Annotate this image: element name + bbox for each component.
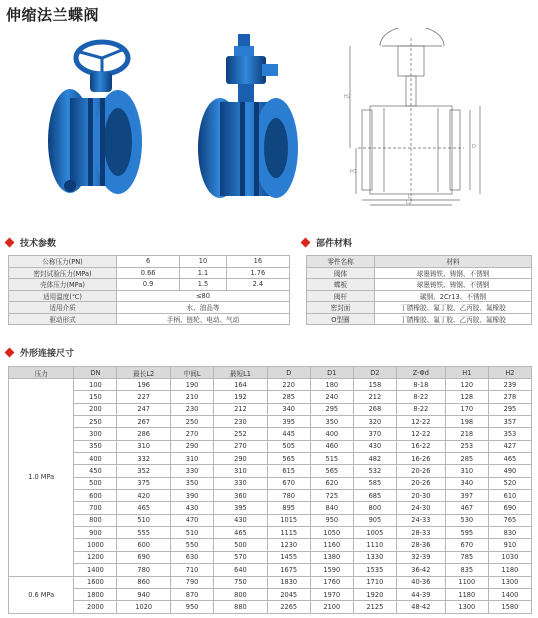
table-cell: 180 bbox=[310, 379, 353, 391]
table-cell: 357 bbox=[488, 416, 531, 428]
table-row bbox=[9, 267, 290, 279]
table-cell: 395 bbox=[267, 416, 310, 428]
table-cell: 198 bbox=[445, 416, 488, 428]
table-row bbox=[9, 465, 532, 477]
table-cell: 670 bbox=[267, 477, 310, 489]
table-cell: 170 bbox=[445, 403, 488, 415]
table-cell: 1400 bbox=[74, 564, 117, 576]
table-row bbox=[9, 539, 532, 551]
table-cell: 1535 bbox=[353, 564, 396, 576]
table-row bbox=[9, 302, 290, 314]
tech-params-table bbox=[8, 255, 290, 325]
table-cell: 1005 bbox=[353, 527, 396, 539]
table-cell: 500 bbox=[214, 539, 267, 551]
table-cell: 610 bbox=[488, 490, 531, 502]
part-material: 球墨铸铁、铸钢、不锈钢 bbox=[375, 267, 532, 279]
table-cell: 295 bbox=[488, 403, 531, 415]
table-row bbox=[307, 313, 532, 325]
table-header-row bbox=[9, 367, 532, 379]
table-cell: 28-36 bbox=[396, 539, 445, 551]
table-cell: 905 bbox=[353, 514, 396, 526]
table-cell: 227 bbox=[117, 391, 170, 403]
table-cell: 530 bbox=[445, 514, 488, 526]
section-heading-parts bbox=[302, 236, 352, 249]
table-cell: 320 bbox=[353, 416, 396, 428]
table-cell: 400 bbox=[310, 428, 353, 440]
table-cell: 690 bbox=[488, 502, 531, 514]
table-cell: 555 bbox=[117, 527, 170, 539]
table-cell: 570 bbox=[214, 551, 267, 563]
table-cell: 1115 bbox=[267, 527, 310, 539]
tech-param-value: 6 bbox=[117, 256, 180, 268]
table-cell: 2125 bbox=[353, 601, 396, 613]
table-cell: 1020 bbox=[117, 601, 170, 613]
table-cell: 780 bbox=[117, 564, 170, 576]
parts-header-material: 材料 bbox=[375, 256, 532, 268]
table-cell: 24-33 bbox=[396, 514, 445, 526]
tech-param-label: 驱动形式 bbox=[9, 313, 117, 325]
table-cell: 270 bbox=[170, 428, 213, 440]
table-row bbox=[9, 502, 532, 514]
table-cell: 250 bbox=[170, 416, 213, 428]
column-header: 最短L1 bbox=[214, 367, 267, 379]
table-cell: 600 bbox=[117, 539, 170, 551]
table-cell: 450 bbox=[74, 465, 117, 477]
table-cell: 400 bbox=[74, 453, 117, 465]
table-cell: 28-33 bbox=[396, 527, 445, 539]
tech-param-label: 适用介质 bbox=[9, 302, 117, 314]
table-cell: 532 bbox=[353, 465, 396, 477]
table-row bbox=[9, 279, 290, 291]
table-cell: 48-42 bbox=[396, 601, 445, 613]
section-marker-icon bbox=[301, 238, 311, 248]
table-cell: 510 bbox=[170, 527, 213, 539]
table-cell: 1180 bbox=[445, 588, 488, 600]
section-heading-tech-label: 技术参数 bbox=[20, 239, 57, 249]
table-cell: 900 bbox=[74, 527, 117, 539]
table-cell: 785 bbox=[445, 551, 488, 563]
table-cell: 565 bbox=[267, 453, 310, 465]
table-cell: 375 bbox=[117, 477, 170, 489]
table-cell: 800 bbox=[214, 588, 267, 600]
table-cell: 430 bbox=[170, 502, 213, 514]
table-cell: 278 bbox=[488, 391, 531, 403]
table-cell: 950 bbox=[170, 601, 213, 613]
table-row bbox=[9, 576, 532, 588]
table-cell: 290 bbox=[214, 453, 267, 465]
table-cell: 253 bbox=[445, 440, 488, 452]
table-cell: 310 bbox=[214, 465, 267, 477]
table-cell: 520 bbox=[488, 477, 531, 489]
table-cell: 352 bbox=[117, 465, 170, 477]
table-cell: 239 bbox=[488, 379, 531, 391]
tech-param-label: 公称压力(PN) bbox=[9, 256, 117, 268]
part-name: O型圈 bbox=[307, 313, 375, 325]
table-cell: 267 bbox=[117, 416, 170, 428]
table-cell: 910 bbox=[488, 539, 531, 551]
table-row bbox=[9, 313, 290, 325]
table-cell: 350 bbox=[310, 416, 353, 428]
tech-param-value: 1.1 bbox=[180, 267, 226, 279]
table-cell: 690 bbox=[117, 551, 170, 563]
table-cell: 120 bbox=[445, 379, 488, 391]
table-cell: 330 bbox=[214, 477, 267, 489]
table-cell: 16-22 bbox=[396, 440, 445, 452]
svg-text:D: D bbox=[472, 144, 476, 150]
table-cell: 465 bbox=[117, 502, 170, 514]
table-cell: 360 bbox=[214, 490, 267, 502]
table-row bbox=[307, 290, 532, 302]
table-cell: 1600 bbox=[74, 576, 117, 588]
table-cell: 20-26 bbox=[396, 465, 445, 477]
table-cell: 427 bbox=[488, 440, 531, 452]
part-name: 密封面 bbox=[307, 302, 375, 314]
column-header: DN bbox=[74, 367, 117, 379]
table-cell: 800 bbox=[353, 502, 396, 514]
tech-param-value: 1.76 bbox=[226, 267, 289, 279]
table-cell: 270 bbox=[214, 440, 267, 452]
table-row bbox=[9, 256, 290, 268]
table-cell: 950 bbox=[310, 514, 353, 526]
table-cell: 700 bbox=[74, 502, 117, 514]
table-cell: 835 bbox=[445, 564, 488, 576]
table-cell: 790 bbox=[170, 576, 213, 588]
table-row bbox=[9, 601, 532, 613]
table-cell: 600 bbox=[74, 490, 117, 502]
table-cell: 332 bbox=[117, 453, 170, 465]
table-cell: 1100 bbox=[445, 576, 488, 588]
table-cell: 1800 bbox=[74, 588, 117, 600]
table-cell: 620 bbox=[310, 477, 353, 489]
table-cell: 670 bbox=[445, 539, 488, 551]
table-cell: 8-18 bbox=[396, 379, 445, 391]
table-cell: 1590 bbox=[310, 564, 353, 576]
table-cell: 685 bbox=[353, 490, 396, 502]
section-heading-dims bbox=[6, 346, 74, 359]
column-header: D bbox=[267, 367, 310, 379]
table-cell: 286 bbox=[117, 428, 170, 440]
parts-header-name: 零件名称 bbox=[307, 256, 375, 268]
table-cell: 780 bbox=[267, 490, 310, 502]
table-cell: 2000 bbox=[74, 601, 117, 613]
table-cell: 460 bbox=[310, 440, 353, 452]
table-cell: 24-30 bbox=[396, 502, 445, 514]
table-cell: 252 bbox=[214, 428, 267, 440]
table-cell: 505 bbox=[267, 440, 310, 452]
table-cell: 200 bbox=[74, 403, 117, 415]
table-cell: 1180 bbox=[488, 564, 531, 576]
table-cell: 1030 bbox=[488, 551, 531, 563]
table-cell: 1050 bbox=[310, 527, 353, 539]
table-cell: 350 bbox=[170, 477, 213, 489]
table-cell: 470 bbox=[170, 514, 213, 526]
table-cell: 465 bbox=[214, 527, 267, 539]
table-row bbox=[9, 440, 532, 452]
table-cell: 710 bbox=[170, 564, 213, 576]
table-cell: 44-39 bbox=[396, 588, 445, 600]
table-row bbox=[9, 514, 532, 526]
table-cell: 1300 bbox=[445, 601, 488, 613]
table-cell: 230 bbox=[214, 416, 267, 428]
table-cell: 240 bbox=[310, 391, 353, 403]
table-cell: 285 bbox=[267, 391, 310, 403]
tech-param-value: 10 bbox=[180, 256, 226, 268]
table-cell: 565 bbox=[310, 465, 353, 477]
table-cell: 212 bbox=[353, 391, 396, 403]
table-cell: 268 bbox=[353, 403, 396, 415]
table-cell: 300 bbox=[74, 428, 117, 440]
table-cell: 585 bbox=[353, 477, 396, 489]
table-cell: 1380 bbox=[310, 551, 353, 563]
column-header: D2 bbox=[353, 367, 396, 379]
table-row bbox=[307, 279, 532, 291]
table-cell: 310 bbox=[117, 440, 170, 452]
table-cell: 895 bbox=[267, 502, 310, 514]
table-row bbox=[307, 267, 532, 279]
table-cell: 12-22 bbox=[396, 428, 445, 440]
tech-param-value: 手柄、链轮、电动、气动 bbox=[117, 313, 290, 325]
table-cell: 20-26 bbox=[396, 477, 445, 489]
table-cell: 1455 bbox=[267, 551, 310, 563]
table-cell: 190 bbox=[170, 379, 213, 391]
table-cell: 1710 bbox=[353, 576, 396, 588]
table-cell: 16-26 bbox=[396, 453, 445, 465]
table-cell: 340 bbox=[445, 477, 488, 489]
table-cell: 1760 bbox=[310, 576, 353, 588]
table-row bbox=[9, 453, 532, 465]
table-cell: 1015 bbox=[267, 514, 310, 526]
table-cell: 2265 bbox=[267, 601, 310, 613]
pressure-group-label: 0.6 MPa bbox=[9, 576, 74, 613]
table-cell: 370 bbox=[353, 428, 396, 440]
table-cell: 192 bbox=[214, 391, 267, 403]
table-cell: 2100 bbox=[310, 601, 353, 613]
section-heading-dims-label: 外形连接尺寸 bbox=[20, 349, 75, 359]
section-marker-icon bbox=[5, 238, 15, 248]
tech-param-value: 16 bbox=[226, 256, 289, 268]
table-cell: 220 bbox=[267, 379, 310, 391]
column-header: Z-Φd bbox=[396, 367, 445, 379]
table-cell: 1830 bbox=[267, 576, 310, 588]
table-cell: 1330 bbox=[353, 551, 396, 563]
table-cell: 290 bbox=[170, 440, 213, 452]
table-cell: 445 bbox=[267, 428, 310, 440]
table-cell: 430 bbox=[353, 440, 396, 452]
tech-param-value: 水、油品等 bbox=[117, 302, 290, 314]
table-cell: 430 bbox=[214, 514, 267, 526]
table-cell: 128 bbox=[445, 391, 488, 403]
valve-handwheel-image bbox=[40, 36, 150, 206]
table-cell: 880 bbox=[214, 601, 267, 613]
table-cell: 12-22 bbox=[396, 416, 445, 428]
table-row bbox=[9, 403, 532, 415]
table-cell: 340 bbox=[267, 403, 310, 415]
table-cell: 1400 bbox=[488, 588, 531, 600]
table-cell: 467 bbox=[445, 502, 488, 514]
table-cell: 1230 bbox=[267, 539, 310, 551]
table-cell: 870 bbox=[170, 588, 213, 600]
table-row bbox=[307, 302, 532, 314]
table-cell: 395 bbox=[214, 502, 267, 514]
column-header: 压力 bbox=[9, 367, 74, 379]
column-header: D1 bbox=[310, 367, 353, 379]
pressure-group-label: 1.0 MPa bbox=[9, 379, 74, 577]
part-material: 碳钢、2Cr13、不锈钢 bbox=[375, 290, 532, 302]
table-row bbox=[9, 588, 532, 600]
svg-text:L2: L2 bbox=[406, 200, 412, 206]
part-material: 丁腈橡胶、氟丁胶、乙丙胶、氟橡胶 bbox=[375, 313, 532, 325]
table-row bbox=[9, 527, 532, 539]
table-cell: 490 bbox=[488, 465, 531, 477]
tech-param-value: 1.5 bbox=[180, 279, 226, 291]
part-name: 阀杆 bbox=[307, 290, 375, 302]
tech-param-value: 0.66 bbox=[117, 267, 180, 279]
table-row bbox=[9, 564, 532, 576]
table-cell: 860 bbox=[117, 576, 170, 588]
part-material: 丁腈橡胶、氟丁胶、乙丙胶、氟橡胶 bbox=[375, 302, 532, 314]
table-cell: 1160 bbox=[310, 539, 353, 551]
table-cell: 247 bbox=[117, 403, 170, 415]
table-cell: 750 bbox=[214, 576, 267, 588]
tech-param-label: 适用温度(℃) bbox=[9, 290, 117, 302]
column-header: H1 bbox=[445, 367, 488, 379]
table-cell: 158 bbox=[353, 379, 396, 391]
table-cell: 32-39 bbox=[396, 551, 445, 563]
column-header: 最长L2 bbox=[117, 367, 170, 379]
table-row bbox=[9, 428, 532, 440]
table-cell: 218 bbox=[445, 428, 488, 440]
table-cell: 164 bbox=[214, 379, 267, 391]
part-name: 阀体 bbox=[307, 267, 375, 279]
table-cell: 330 bbox=[170, 465, 213, 477]
table-cell: 100 bbox=[74, 379, 117, 391]
tech-param-value: 0.9 bbox=[117, 279, 180, 291]
table-cell: 1970 bbox=[310, 588, 353, 600]
table-cell: 640 bbox=[214, 564, 267, 576]
table-cell: 840 bbox=[310, 502, 353, 514]
valve-dimension-drawing bbox=[340, 28, 490, 208]
tech-param-value: 2.4 bbox=[226, 279, 289, 291]
table-row bbox=[9, 490, 532, 502]
valve-gearbox-image bbox=[190, 30, 305, 210]
parts-material-table bbox=[306, 255, 532, 325]
table-cell: 150 bbox=[74, 391, 117, 403]
tech-param-value: ≤80 bbox=[117, 290, 290, 302]
tech-param-label: 壳体压力(MPa) bbox=[9, 279, 117, 291]
table-cell: 1675 bbox=[267, 564, 310, 576]
table-cell: 1200 bbox=[74, 551, 117, 563]
table-cell: 230 bbox=[170, 403, 213, 415]
table-cell: 1580 bbox=[488, 601, 531, 613]
table-cell: 630 bbox=[170, 551, 213, 563]
table-cell: 500 bbox=[74, 477, 117, 489]
table-row bbox=[9, 290, 290, 302]
table-cell: 350 bbox=[74, 440, 117, 452]
svg-text:L: L bbox=[408, 194, 411, 200]
table-cell: 1110 bbox=[353, 539, 396, 551]
table-cell: 310 bbox=[170, 453, 213, 465]
table-cell: 830 bbox=[488, 527, 531, 539]
svg-text:H1: H1 bbox=[350, 169, 357, 175]
tech-param-label: 密封试验压力(MPa) bbox=[9, 267, 117, 279]
table-cell: 465 bbox=[488, 453, 531, 465]
table-cell: 285 bbox=[445, 453, 488, 465]
table-cell: 353 bbox=[488, 428, 531, 440]
table-cell: 615 bbox=[267, 465, 310, 477]
table-cell: 36-42 bbox=[396, 564, 445, 576]
table-cell: 40-36 bbox=[396, 576, 445, 588]
table-cell: 1300 bbox=[488, 576, 531, 588]
table-cell: 295 bbox=[310, 403, 353, 415]
dimensions-table bbox=[8, 366, 532, 614]
section-heading-parts-label: 部件材料 bbox=[316, 239, 353, 249]
table-cell: 250 bbox=[74, 416, 117, 428]
table-cell: 196 bbox=[117, 379, 170, 391]
section-heading-tech bbox=[6, 236, 56, 249]
table-cell: 1000 bbox=[74, 539, 117, 551]
page-title: 伸缩法兰蝶阀 bbox=[6, 6, 100, 24]
table-cell: 940 bbox=[117, 588, 170, 600]
table-cell: 765 bbox=[488, 514, 531, 526]
part-name: 蝶板 bbox=[307, 279, 375, 291]
table-cell: 482 bbox=[353, 453, 396, 465]
table-cell: 310 bbox=[445, 465, 488, 477]
table-cell: 390 bbox=[170, 490, 213, 502]
column-header: 中间L bbox=[170, 367, 213, 379]
section-marker-icon bbox=[5, 348, 15, 358]
table-cell: 1920 bbox=[353, 588, 396, 600]
table-cell: 725 bbox=[310, 490, 353, 502]
column-header: H2 bbox=[488, 367, 531, 379]
table-cell: 8-22 bbox=[396, 391, 445, 403]
table-cell: 420 bbox=[117, 490, 170, 502]
table-cell: 595 bbox=[445, 527, 488, 539]
table-cell: 20-30 bbox=[396, 490, 445, 502]
table-row bbox=[9, 551, 532, 563]
table-cell: 2045 bbox=[267, 588, 310, 600]
part-material: 球墨铸铁、铸钢、不锈钢 bbox=[375, 279, 532, 291]
table-row bbox=[9, 416, 532, 428]
table-cell: 8-22 bbox=[396, 403, 445, 415]
table-cell: 510 bbox=[117, 514, 170, 526]
table-row bbox=[9, 477, 532, 489]
table-cell: 800 bbox=[74, 514, 117, 526]
svg-text:H2: H2 bbox=[344, 94, 351, 100]
table-row bbox=[9, 379, 532, 391]
table-cell: 210 bbox=[170, 391, 213, 403]
table-cell: 397 bbox=[445, 490, 488, 502]
table-cell: 550 bbox=[170, 539, 213, 551]
table-row bbox=[9, 391, 532, 403]
table-cell: 515 bbox=[310, 453, 353, 465]
table-cell: 212 bbox=[214, 403, 267, 415]
